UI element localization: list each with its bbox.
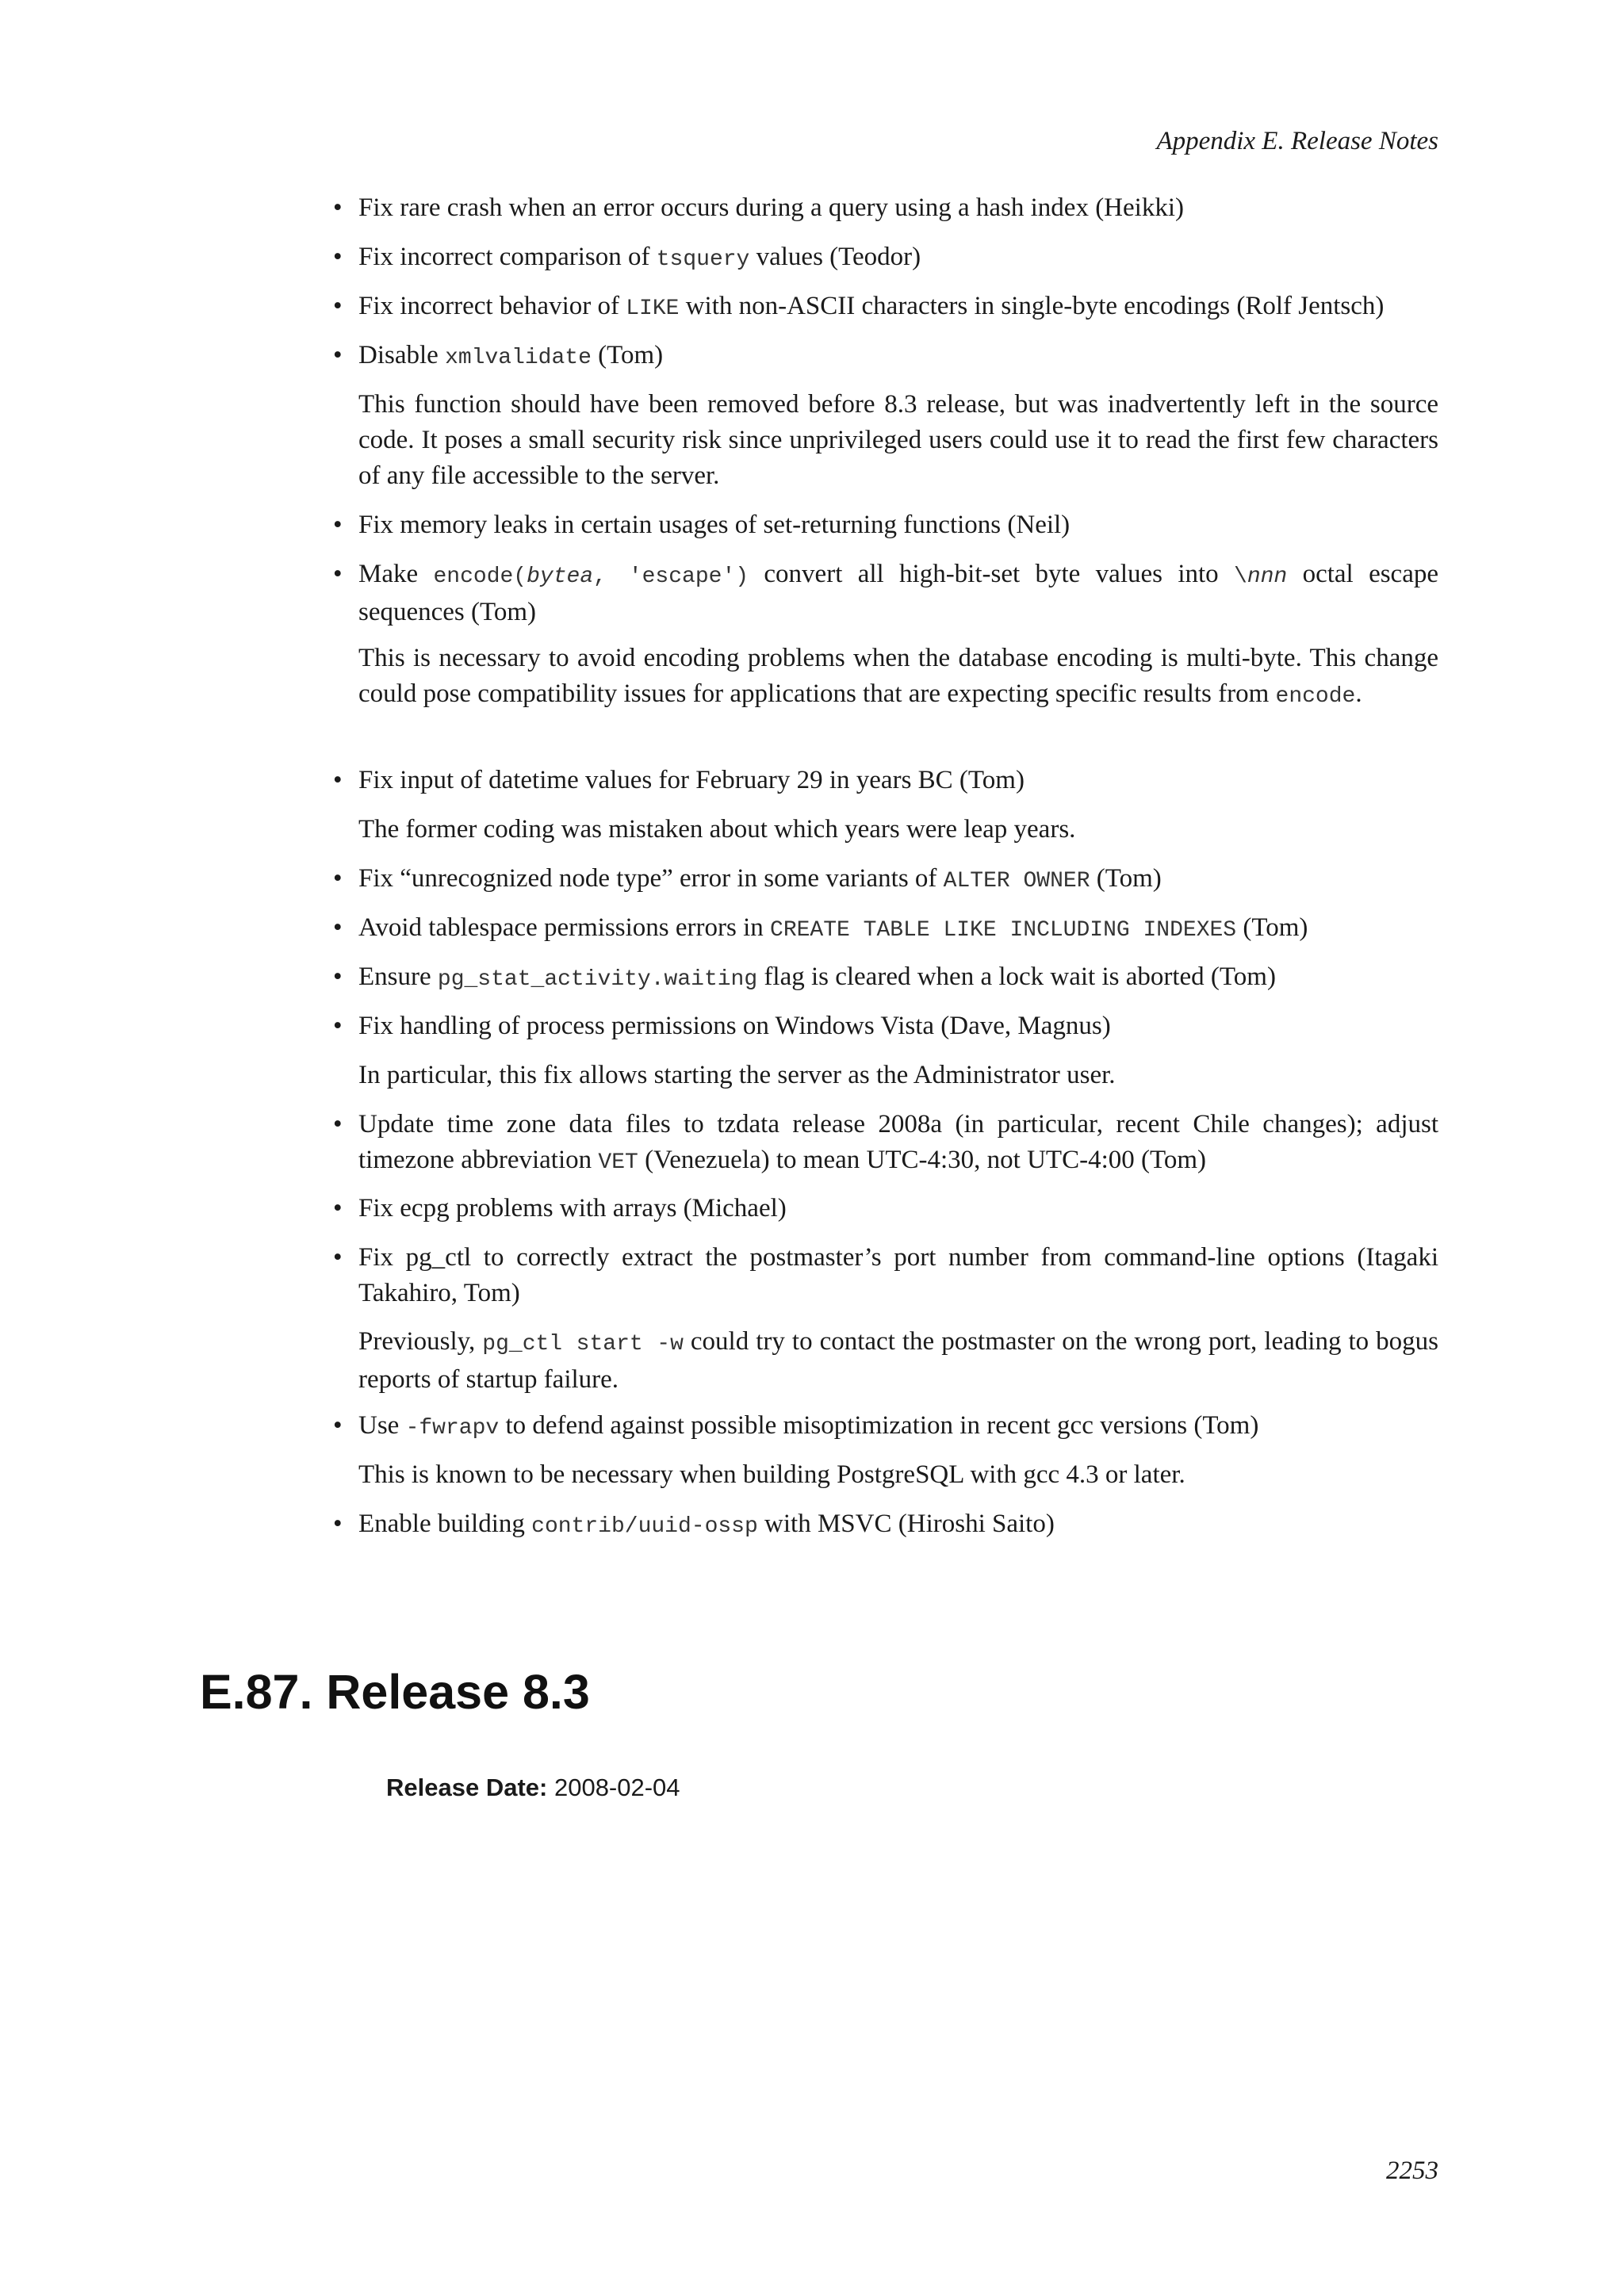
bullet: • [333,341,343,369]
bullet: • [333,243,343,271]
list-item: • Make encode(bytea, 'escape') convert all high-bit-set byte values into \nnn octal escape sequences (Tom) [358,557,1438,630]
list-item: • Fix ecpg problems with arrays (Michael) [358,1191,787,1226]
bullet: • [333,193,343,222]
item-note: This is necessary to avoid encoding problems when the database encoding is multi-byte. This change could pose compatibility issues for applications that are expecting specific results from encode. [358,644,1438,709]
bullet: • [333,1510,343,1538]
release-date-label: Release Date: [386,1774,548,1801]
bullet: • [333,766,343,794]
bullet: • [333,913,343,942]
bullet: • [333,511,343,539]
code-literal: pg_ctl start -w [482,1332,684,1357]
bullet: • [333,1110,343,1138]
item-note: Previously, pg_ctl start -w could try to contact the postmaster on the wrong port, leading to bogus reports of startup failure. [358,1327,1438,1394]
list-item: • Use -fwrapv to defend against possible misoptimization in recent gcc versions (Tom) [358,1408,1258,1446]
code-literal: encode(bytea, 'escape') [433,564,749,589]
section-title: E.87. Release 8.3 [200,1665,590,1719]
item-note: In particular, this fix allows starting the server as the Administrator user. [358,1061,1116,1089]
list-item: • Fix input of datetime values for February 29 in years BC (Tom) [358,763,1025,798]
bullet: • [333,292,343,320]
list-item: • Fix rare crash when an error occurs during a query using a hash index (Heikki) [358,190,1184,226]
code-literal: xmlvalidate [445,346,592,370]
list-item: • Fix handling of process permissions on Windows Vista (Dave, Magnus) [358,1008,1111,1044]
release-date [386,1774,680,1802]
bullet: • [333,1194,343,1223]
list-item: • Disable xmlvalidate (Tom) [358,338,663,376]
bullet: • [333,864,343,893]
item-note: The former coding was mistaken about which years were leap years. [358,815,1076,844]
code-literal: CREATE TABLE LIKE INCLUDING INDEXES [770,918,1237,943]
list-item: • Fix incorrect comparison of tsquery values (Teodor) [358,239,921,277]
running-header: Appendix E. Release Notes [1156,127,1438,155]
code-literal: -fwrapv [405,1416,500,1441]
list-item: • Fix incorrect behavior of LIKE with non-ASCII characters in single-byte encodings (Rolf Jentsch) [358,289,1384,327]
code-literal: contrib/uuid-ossp [531,1514,758,1539]
release-date-value: 2008-02-04 [553,1774,680,1801]
code-literal: encode [1275,684,1356,709]
item-note: This function should have been removed before 8.3 release, but was inadvertently left in the source code. It poses a small security risk since unprivileged users could use it to read the first few characters of any file accessible to the server. [358,390,1438,490]
code-literal: \nnn [1234,564,1288,589]
item-note: This is known to be necessary when building PostgreSQL with gcc 4.3 or later. [358,1460,1185,1489]
bullet: • [333,1243,343,1272]
list-item: • Enable building contrib/uuid-ossp with MSVC (Hiroshi Saito) [358,1506,1055,1544]
code-literal: tsquery [656,247,750,272]
list-item: • Ensure pg_stat_activity.waiting flag is cleared when a lock wait is aborted (Tom) [358,959,1276,997]
code-literal: pg_stat_activity [437,967,651,992]
bullet: • [333,560,343,588]
bullet: • [333,1012,343,1040]
page-number: 2253 [1386,2156,1438,2185]
list-item: • Fix pg_ctl to correctly extract the postmaster’s port number from command-line options (Itagaki Takahiro, Tom) [358,1240,1438,1311]
code-literal: LIKE [626,297,680,321]
bullet: • [333,962,343,991]
list-item: • Fix “unrecognized node type” error in some variants of ALTER OWNER (Tom) [358,861,1162,899]
bullet: • [333,1411,343,1440]
list-item: • Update time zone data files to tzdata release 2008a (in particular, recent Chile changes); adjust timezone abbreviation VET (Venezuela) to mean UTC-4:30, not UTC-4:00 (Tom) [358,1107,1438,1181]
list-item: • Fix memory leaks in certain usages of set-returning functions (Neil) [358,507,1070,543]
code-literal: ALTER OWNER [943,869,1090,894]
code-literal: VET [598,1150,638,1175]
list-item: • Avoid tablespace permissions errors in CREATE TABLE LIKE INCLUDING INDEXES (Tom) [358,910,1308,948]
